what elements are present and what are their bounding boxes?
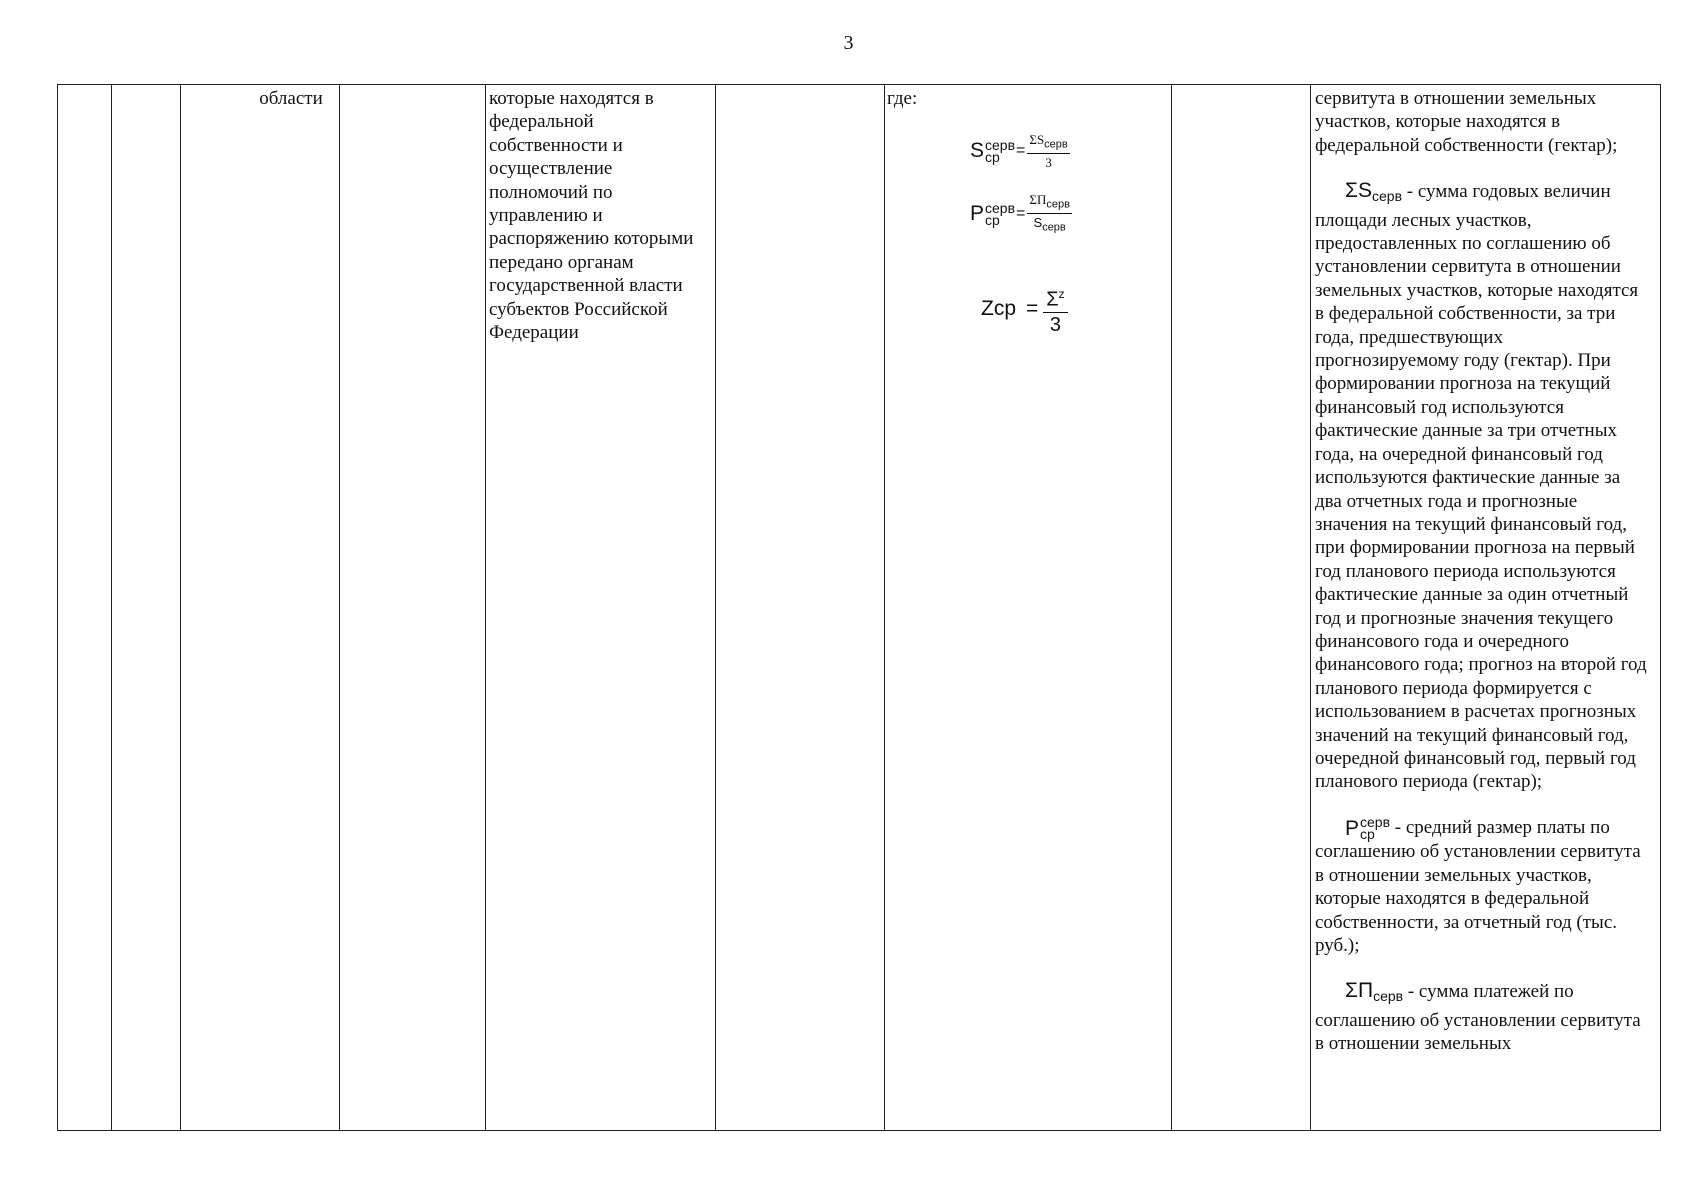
formula-superscript: серв (985, 137, 1016, 154)
formula-superscript: серв (985, 200, 1016, 217)
formula-fraction (1027, 133, 1069, 170)
formula-numerator: Σ (1046, 288, 1059, 311)
formula-numerator: ΣS (1029, 132, 1045, 147)
formula-equals: = (1026, 297, 1039, 321)
definition-text: - средний размер платы по соглашению об установлении сервитута в отношении земельных участков, которые находятся в федеральной собственности, за отчетный год (тыс. руб.); (1315, 816, 1641, 957)
formula-numerator-sub: серв (1046, 198, 1070, 211)
page-number: 3 (843, 32, 854, 54)
formula-lhs: P (970, 202, 985, 226)
formula-denominator: 3 (1049, 313, 1062, 336)
formula-fraction (1027, 193, 1072, 235)
formula-equals: = (1016, 205, 1026, 223)
definition-text: - сумма годовых величин площади лесных участков, предоставленных по соглашению об установлении сервитута в отношении земельных участков, которые находятся в федеральной собственности, за три года, предшествующих прогнозируемому году (гектар). При формировании прогноза на текущий финансовый год используются фактические данные за три отчетных года, на очередной финансовый год используются фактические данные за два отчетных года и прогнозные значения на текущий финансовый год, при формировании прогноза на первый год планового периода используются фактические данные за один отчетный год и прогнозные значения текущего финансового года и очередного финансового года; прогноз на второй год планового периода формируется с использованием в расчетах прогнозных значений на текущий финансовый год, очередной финансовый год, первый год планового периода (гектар); (1315, 181, 1647, 793)
definition-symbol-sup: серв (1360, 814, 1391, 831)
formula-numerator-sup: z (1058, 287, 1065, 301)
formula-lhs: S (970, 139, 985, 163)
formula-denominator: 3 (1045, 154, 1052, 170)
column-divider (111, 85, 112, 1130)
definition-symbol: ΣП (1345, 979, 1374, 1003)
formula-numerator: ΣП (1029, 192, 1047, 207)
formula-equals: = (1016, 142, 1026, 160)
definition-symbol: ΣS (1345, 179, 1372, 203)
formula-numerator-sub: серв (1044, 138, 1068, 151)
column-divider (1310, 85, 1311, 1130)
definition-paragraph (1315, 816, 1650, 958)
formula-p-average (970, 193, 1072, 235)
cell-area: области (259, 88, 323, 109)
formula-subscript: ср (985, 212, 1000, 229)
column-divider (884, 85, 885, 1130)
definition-paragraph (1315, 179, 1650, 794)
column-divider (1171, 85, 1172, 1130)
definition-symbol-sub: ср (1360, 826, 1375, 843)
column-divider (339, 85, 340, 1130)
column-divider (715, 85, 716, 1130)
formula-subscript: ср (985, 149, 1000, 166)
column-divider (180, 85, 181, 1130)
definition-text: - сумма платежей по соглашению об установлении сервитута в отношении земельных (1315, 981, 1641, 1055)
formula-denominator-sub: серв (1042, 221, 1066, 234)
definition-symbol-sub: серв (1373, 988, 1404, 1005)
formula-denominator: S (1033, 214, 1043, 230)
formula-z-average (981, 283, 1068, 336)
cell-description: которые находятся в федеральной собственности и осуществление полномочий по управлению и распоряжению которыми передано органам государственной власти субъектов Российской Федерации (489, 88, 694, 344)
cell-definitions (1315, 87, 1650, 1056)
formula-lhs: Zср (981, 297, 1017, 321)
definition-paragraph: сервитута в отношении земельных участков, которые находятся в федеральной собственности (гектар); (1315, 88, 1618, 156)
definition-symbol-sub: серв (1372, 188, 1403, 205)
cell-formula-intro: где: (887, 88, 918, 109)
definition-symbol: P (1345, 816, 1360, 840)
document-table (57, 84, 1661, 1131)
definition-paragraph (1315, 979, 1650, 1055)
formula-fraction (1043, 283, 1067, 336)
column-divider (485, 85, 486, 1130)
formula-s-average (970, 133, 1070, 170)
